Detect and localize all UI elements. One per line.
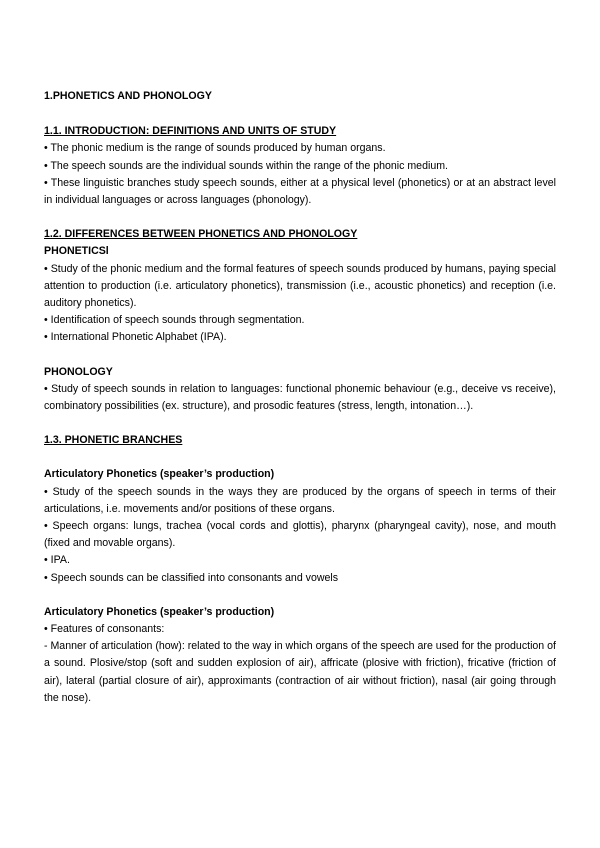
subheading-articulatory-phonetics: Articulatory Phonetics (speaker’s production) [44, 605, 275, 618]
subheading-phonology: PHONOLOGY [44, 365, 113, 378]
document-title: 1.PHONETICS AND PHONOLOGY [44, 90, 212, 102]
section-heading-phonetic-branches: 1.3. PHONETIC BRANCHES [44, 434, 183, 447]
document-page [44, 88, 556, 707]
paragraph-bullet: • Study of the speech sounds in the ways they are produced by the organs of speech in terms of their articulations, i.e. movements and/or positions of these organs. [44, 485, 556, 515]
paragraph-bullet: - Manner of articulation (how): related to the way in which organs of the speech are used for the production of a sound. Plosive/stop (soft and sudden explosion of air), affricate (plosive with friction), fricative (friction of air), lateral (partial closure of air), approximants (contraction of air without friction), nasal (air going through the nose). [44, 640, 556, 704]
subheading-phonetics: PHONETICSl [44, 245, 109, 258]
paragraph-bullet: • Features of consonants: [44, 623, 165, 636]
paragraph-bullet: • Speech sounds can be classified into consonants and vowels [44, 571, 339, 584]
section-heading-introduction: 1.1. INTRODUCTION: DEFINITIONS AND UNITS OF STUDY [44, 125, 337, 138]
subheading-articulatory-phonetics: Articulatory Phonetics (speaker’s production) [44, 468, 275, 481]
section-heading-differences: 1.2. DIFFERENCES BETWEEN PHONETICS AND PHONOLOGY [44, 228, 358, 241]
paragraph-bullet: • Identification of speech sounds through segmentation. [44, 314, 305, 327]
paragraph-bullet: • The speech sounds are the individual sounds within the range of the phonic medium. [44, 159, 448, 172]
paragraph-bullet: • Study of speech sounds in relation to languages: functional phonemic behaviour (e.g., deceive vs receive), combinatory possibilities (ex. structure), and prosodic features (stress, length, intonation…). [44, 382, 556, 413]
paragraph-bullet: • IPA. [44, 554, 70, 567]
paragraph-bullet: • Study of the phonic medium and the formal features of speech sounds produced by humans, paying special attention to production (i.e. articulatory phonetics), transmission (i.e., acoustic phonetics) and reception (i.e. auditory phonetics). [44, 262, 556, 310]
paragraph-bullet: • These linguistic branches study speech sounds, either at a physical level (phonetics) or at an abstract level in individual languages or across languages (phonology). [44, 176, 556, 207]
paragraph-bullet: • The phonic medium is the range of sounds produced by human organs. [44, 142, 386, 155]
paragraph-bullet: • Speech organs: lungs, trachea (vocal cords and glottis), pharynx (pharyngeal cavity), nose, and mouth (fixed and movable organs). [44, 520, 556, 550]
paragraph-bullet: • International Phonetic Alphabet (IPA). [44, 331, 227, 344]
